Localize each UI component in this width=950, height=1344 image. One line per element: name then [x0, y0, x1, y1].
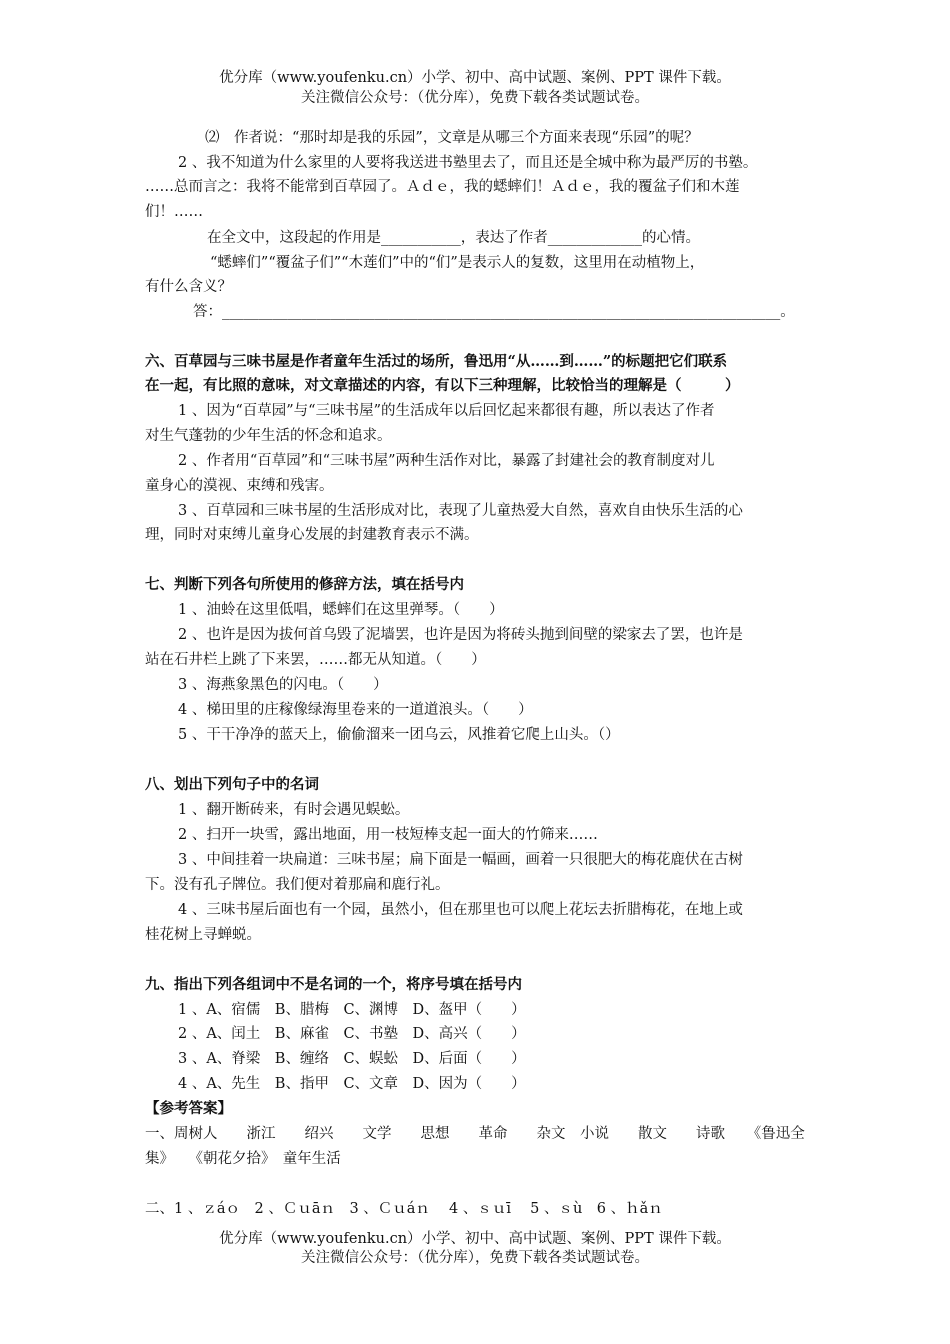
q7-sentence-2a: 2 、也许是因为拔何首乌毁了泥墙罢，也许是因为将砖头抛到间壁的梁家去了罢，也许是	[178, 627, 743, 643]
header-line-2: 关注微信公众号：（优分库），免费下载各类试题试卷。	[301, 90, 649, 106]
q5-p2-c: 们！……	[145, 204, 203, 220]
q7-sentence-5: 5 、干干净净的蓝天上，偷偷溜来一团乌云，风推着它爬上山头。（）	[178, 727, 620, 743]
q9-row-4: 4 、A、先生 B、指甲 C、文章 D、因为（ ）	[178, 1076, 526, 1092]
q6-option-1b: 对生气蓬勃的少年生活的怀念和追求。	[145, 428, 392, 444]
q7-sentence-1: 1 、油蛉在这里低唱，蟋蟀们在这里弹琴。（ ）	[178, 602, 504, 618]
q7-sentence-4: 4 、梯田里的庄稼像绿海里卷来的一道道浪头。（ ）	[178, 702, 533, 718]
footer-line-1: 优分库（www.youfenku.cn）小学、初中、高中试题、案例、PPT 课件下载。	[219, 1231, 731, 1247]
q5-p2-question-2a: “蟋蟀们”“覆盆子们”“木莲们”中的“们”是表示人的复数，这里用在动植物上，	[210, 255, 705, 271]
q8-sentence-1: 1 、翻开断砖来，有时会遇见蜈蚣。	[178, 802, 410, 818]
q6-option-1a: 1 、因为“百草园”与“三味书屋”的生活成年以后回忆起来都很有趣，所以表达了作者	[178, 403, 715, 419]
q8-sentence-4a: 4 、三味书屋后面也有一个园，虽然小，但在那里也可以爬上花坛去折腊梅花，在地上或	[178, 902, 743, 918]
q5-answer-line: 答：_____________________________________________________________________________。	[193, 304, 795, 320]
q9-row-3: 3 、A、脊梁 B、缠络 C、蜈蚣 D、后面（ ）	[178, 1051, 526, 1067]
q6-title-a: 六、百草园与三味书屋是作者童年生活过的场所，鲁迅用“从……到……”的标题把它们联系	[145, 353, 728, 370]
q9-row-2: 2 、A、闰土 B、麻雀 C、书塾 D、高兴（ ）	[178, 1026, 526, 1042]
q9-title: 九、指出下列各组词中不是名词的一个，将序号填在括号内	[145, 976, 522, 993]
answers-1a: 一、周树人 浙江 绍兴 文学 思想 革命 杂文 小说 散文 诗歌 《鲁迅全	[145, 1126, 805, 1142]
q6-option-3b: 理，同时对束缚儿童身心发展的封建教育表示不满。	[145, 527, 479, 543]
answers-2: 二、1 、ｚáｏ 2 、Ｃｕāｎ 3 、Ｃｕáｎ 4 、ｓｕī 5 、ｓù 6 、ｈǎｎ	[145, 1201, 663, 1217]
q5-p2-question-2b: 有什么含义？	[145, 279, 232, 295]
answers-1b: 集》 《朝花夕拾》 童年生活	[145, 1151, 341, 1167]
q7-sentence-3: 3 、海燕象黑色的闪电。（ ）	[178, 677, 388, 693]
q7-sentence-2b: 站在石井栏上跳了下来罢，……都无从知道。（ ）	[145, 652, 486, 668]
q6-option-2a: 2 、作者用“百草园”和“三味书屋”两种生活作对比，暴露了封建社会的教育制度对儿	[178, 453, 715, 469]
q6-option-3a: 3 、百草园和三味书屋的生活形成对比，表现了儿童热爱大自然，喜欢自由快乐生活的心	[178, 503, 743, 519]
footer-line-2: 关注微信公众号：（优分库），免费下载各类试题试卷。	[301, 1250, 649, 1266]
q8-sentence-4b: 桂花树上寻蝉蜕。	[145, 927, 261, 943]
q8-sentence-3b: 下。没有孔子牌位。我们便对着那扁和鹿行礼。	[145, 877, 450, 893]
q9-row-1: 1 、A、宿儒 B、腊梅 C、渊博 D、盔甲（ ）	[178, 1002, 526, 1018]
q6-title-b: 在一起，有比照的意味，对文章描述的内容，有以下三种理解，比较恰当的理解是（ ）	[145, 377, 740, 394]
q5-sub2: ⑵ 作者说：“那时却是我的乐园”，文章是从哪三个方面来表现“乐园”的呢？	[205, 130, 699, 146]
q5-p2-b: ……总而言之：我将不能常到百草园了。Ａｄｅ，我的蟋蟀们！Ａｄｅ，我的覆盆子们和木莲	[145, 179, 740, 195]
q8-sentence-3a: 3 、中间挂着一块扁道：三味书屋；扁下面是一幅画，画着一只很肥大的梅花鹿伏在古树	[178, 852, 743, 868]
q8-sentence-2: 2 、扫开一块雪，露出地面，用一枝短棒支起一面大的竹筛来……	[178, 827, 598, 843]
q8-title: 八、划出下列句子中的名词	[145, 776, 319, 793]
answers-title: 【参考答案】	[145, 1100, 232, 1117]
q7-title: 七、判断下列各句所使用的修辞方法，填在括号内	[145, 576, 464, 593]
q5-p2-question-1: 在全文中，这段起的作用是___________，表达了作者_____________的心情。	[207, 230, 700, 246]
header-line-1: 优分库（www.youfenku.cn）小学、初中、高中试题、案例、PPT 课件下载。	[219, 70, 731, 86]
q6-option-2b: 童身心的漠视、束缚和残害。	[145, 478, 334, 494]
q5-p2-a: 2 、我不知道为什么家里的人要将我送进书塾里去了，而且还是全城中称为最严厉的书塾。	[178, 155, 758, 171]
